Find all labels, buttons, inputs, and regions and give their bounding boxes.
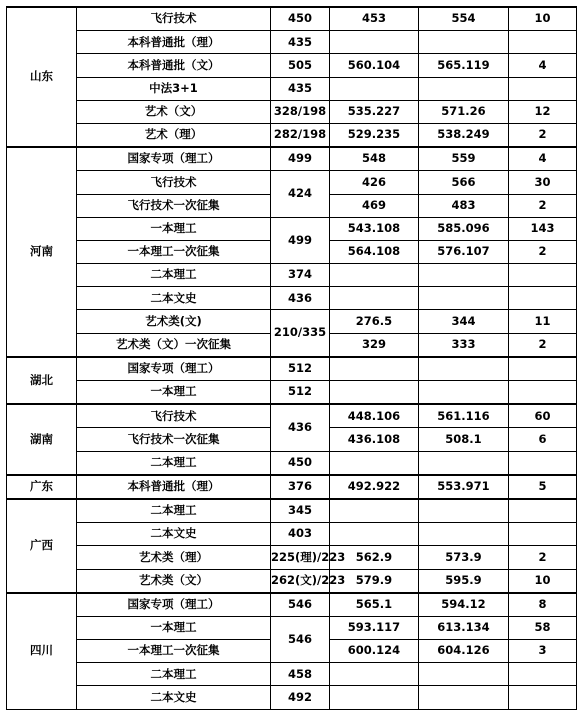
score-cell-b: 333 [419,333,509,357]
count-cell [509,663,577,686]
score-cell-a [330,287,419,310]
score-cell-a: 600.124 [330,640,419,663]
table-row [7,147,577,171]
table-row [7,77,577,100]
control-line-cell: 282/198 [271,123,330,147]
score-cell-a [330,381,419,405]
score-cell-a: 543.108 [330,217,419,240]
control-line-cell: 345 [271,499,330,523]
table-row [7,357,577,381]
score-cell-a: 492.922 [330,475,419,499]
control-line-cell: 492 [271,686,330,709]
score-cell-b: 613.134 [419,616,509,639]
score-cell-b [419,686,509,709]
score-cell-a: 548 [330,147,419,171]
table-body [7,7,577,709]
batch-cell: 一本理工 [77,217,271,240]
score-cell-b [419,663,509,686]
score-cell-b [419,523,509,546]
batch-cell: 艺术（文） [77,100,271,123]
batch-cell: 艺术类（理） [77,546,271,569]
score-cell-a: 593.117 [330,616,419,639]
batch-cell: 飞行技术一次征集 [77,194,271,217]
score-cell-a [330,357,419,381]
table-row [7,686,577,709]
score-cell-a: 469 [330,194,419,217]
count-cell [509,523,577,546]
control-line-cell: 424 [271,171,330,217]
control-line-cell: 546 [271,593,330,617]
batch-cell: 国家专项（理工） [77,147,271,171]
batch-cell: 一本理工一次征集 [77,240,271,263]
count-cell: 2 [509,194,577,217]
score-cell-a [330,451,419,475]
control-line-cell: 374 [271,264,330,287]
province-cell: 河南 [7,147,77,357]
batch-cell: 飞行技术 [77,171,271,194]
batch-cell: 飞行技术 [77,7,271,31]
batch-cell: 一本理工一次征集 [77,640,271,663]
count-cell [509,451,577,475]
table-row [7,381,577,405]
province-cell: 广东 [7,475,77,499]
score-cell-a: 562.9 [330,546,419,569]
control-line-cell: 376 [271,475,330,499]
count-cell: 8 [509,593,577,617]
score-cell-b: 595.9 [419,569,509,593]
batch-cell: 二本理工 [77,264,271,287]
table-row [7,54,577,77]
table-row [7,310,577,333]
table-row [7,499,577,523]
control-line-cell: 512 [271,381,330,405]
score-cell-b: 576.107 [419,240,509,263]
count-cell [509,357,577,381]
count-cell: 2 [509,546,577,569]
control-line-cell: 225(理)/223 [271,546,330,569]
batch-cell: 二本理工 [77,451,271,475]
score-cell-b: 538.249 [419,123,509,147]
score-cell-b: 594.12 [419,593,509,617]
province-cell: 山东 [7,7,77,147]
score-cell-b: 483 [419,194,509,217]
score-cell-b [419,381,509,405]
count-cell: 10 [509,7,577,31]
table-row [7,123,577,147]
batch-cell: 一本理工 [77,381,271,405]
table-row [7,100,577,123]
count-cell: 2 [509,240,577,263]
count-cell [509,287,577,310]
batch-cell: 二本理工 [77,499,271,523]
score-cell-b [419,31,509,54]
batch-cell: 中法3+1 [77,77,271,100]
score-cell-b [419,357,509,381]
batch-cell: 国家专项（理工） [77,593,271,617]
score-cell-a [330,686,419,709]
control-line-cell: 403 [271,523,330,546]
count-cell: 3 [509,640,577,663]
table-row [7,616,577,639]
table-row [7,523,577,546]
table-row [7,287,577,310]
score-cell-b [419,264,509,287]
control-line-cell: 436 [271,287,330,310]
count-cell [509,381,577,405]
table-row [7,264,577,287]
batch-cell: 艺术类（文）一次征集 [77,333,271,357]
score-cell-b: 553.971 [419,475,509,499]
batch-cell: 国家专项（理工） [77,357,271,381]
control-line-cell: 546 [271,616,330,662]
score-cell-b: 559 [419,147,509,171]
control-line-cell: 436 [271,404,330,451]
table-row [7,217,577,240]
score-cell-b: 508.1 [419,428,509,451]
score-cell-a: 329 [330,333,419,357]
score-cell-b: 571.26 [419,100,509,123]
score-cell-a [330,31,419,54]
count-cell [509,31,577,54]
score-cell-a [330,523,419,546]
control-line-cell: 435 [271,31,330,54]
count-cell: 4 [509,147,577,171]
table-row [7,546,577,569]
score-cell-a: 276.5 [330,310,419,333]
score-cell-b: 565.119 [419,54,509,77]
batch-cell: 二本理工 [77,663,271,686]
batch-cell: 本科普通批（文） [77,54,271,77]
table-row [7,593,577,617]
count-cell: 4 [509,54,577,77]
score-cell-b: 585.096 [419,217,509,240]
table-row [7,569,577,593]
control-line-cell: 210/335 [271,310,330,357]
score-cell-a [330,264,419,287]
control-line-cell: 458 [271,663,330,686]
score-cell-b: 573.9 [419,546,509,569]
batch-cell: 艺术（理） [77,123,271,147]
count-cell [509,499,577,523]
batch-cell: 艺术类(文) [77,310,271,333]
batch-cell: 二本文史 [77,686,271,709]
batch-cell: 二本文史 [77,523,271,546]
score-cell-b: 554 [419,7,509,31]
score-cell-a [330,77,419,100]
score-cell-a: 535.227 [330,100,419,123]
count-cell: 6 [509,428,577,451]
table-row [7,31,577,54]
control-line-cell: 450 [271,451,330,475]
count-cell: 10 [509,569,577,593]
table-row [7,404,577,428]
score-cell-a: 426 [330,171,419,194]
count-cell: 58 [509,616,577,639]
table-row [7,475,577,499]
count-cell: 143 [509,217,577,240]
score-cell-b [419,499,509,523]
score-cell-b: 344 [419,310,509,333]
count-cell: 2 [509,123,577,147]
control-line-cell: 262(文)/223 [271,569,330,593]
score-cell-b: 604.126 [419,640,509,663]
count-cell: 5 [509,475,577,499]
batch-cell: 本科普通批（理） [77,31,271,54]
score-cell-b [419,77,509,100]
control-line-cell: 505 [271,54,330,77]
score-cell-a: 453 [330,7,419,31]
count-cell: 2 [509,333,577,357]
score-cell-a [330,499,419,523]
batch-cell: 飞行技术一次征集 [77,428,271,451]
control-line-cell: 435 [271,77,330,100]
score-cell-a: 436.108 [330,428,419,451]
province-cell: 湖南 [7,404,77,475]
table-row [7,663,577,686]
count-cell [509,264,577,287]
admission-score-table [6,6,577,710]
score-cell-b: 561.116 [419,404,509,428]
score-cell-a [330,663,419,686]
table-row [7,451,577,475]
count-cell: 11 [509,310,577,333]
score-cell-b: 566 [419,171,509,194]
province-cell: 四川 [7,593,77,709]
batch-cell: 本科普通批（理） [77,475,271,499]
score-cell-a: 564.108 [330,240,419,263]
province-cell: 湖北 [7,357,77,404]
score-cell-a: 448.106 [330,404,419,428]
count-cell: 12 [509,100,577,123]
batch-cell: 飞行技术 [77,404,271,428]
table-row [7,171,577,194]
count-cell: 30 [509,171,577,194]
control-line-cell: 499 [271,147,330,171]
score-cell-b [419,451,509,475]
control-line-cell: 450 [271,7,330,31]
province-cell: 广西 [7,499,77,593]
batch-cell: 二本文史 [77,287,271,310]
batch-cell: 一本理工 [77,616,271,639]
score-cell-a: 565.1 [330,593,419,617]
table-row [7,7,577,31]
batch-cell: 艺术类（文） [77,569,271,593]
count-cell [509,77,577,100]
score-cell-a: 529.235 [330,123,419,147]
control-line-cell: 512 [271,357,330,381]
control-line-cell: 499 [271,217,330,263]
score-cell-a: 560.104 [330,54,419,77]
control-line-cell: 328/198 [271,100,330,123]
count-cell [509,686,577,709]
count-cell: 60 [509,404,577,428]
score-cell-a: 579.9 [330,569,419,593]
score-cell-b [419,287,509,310]
